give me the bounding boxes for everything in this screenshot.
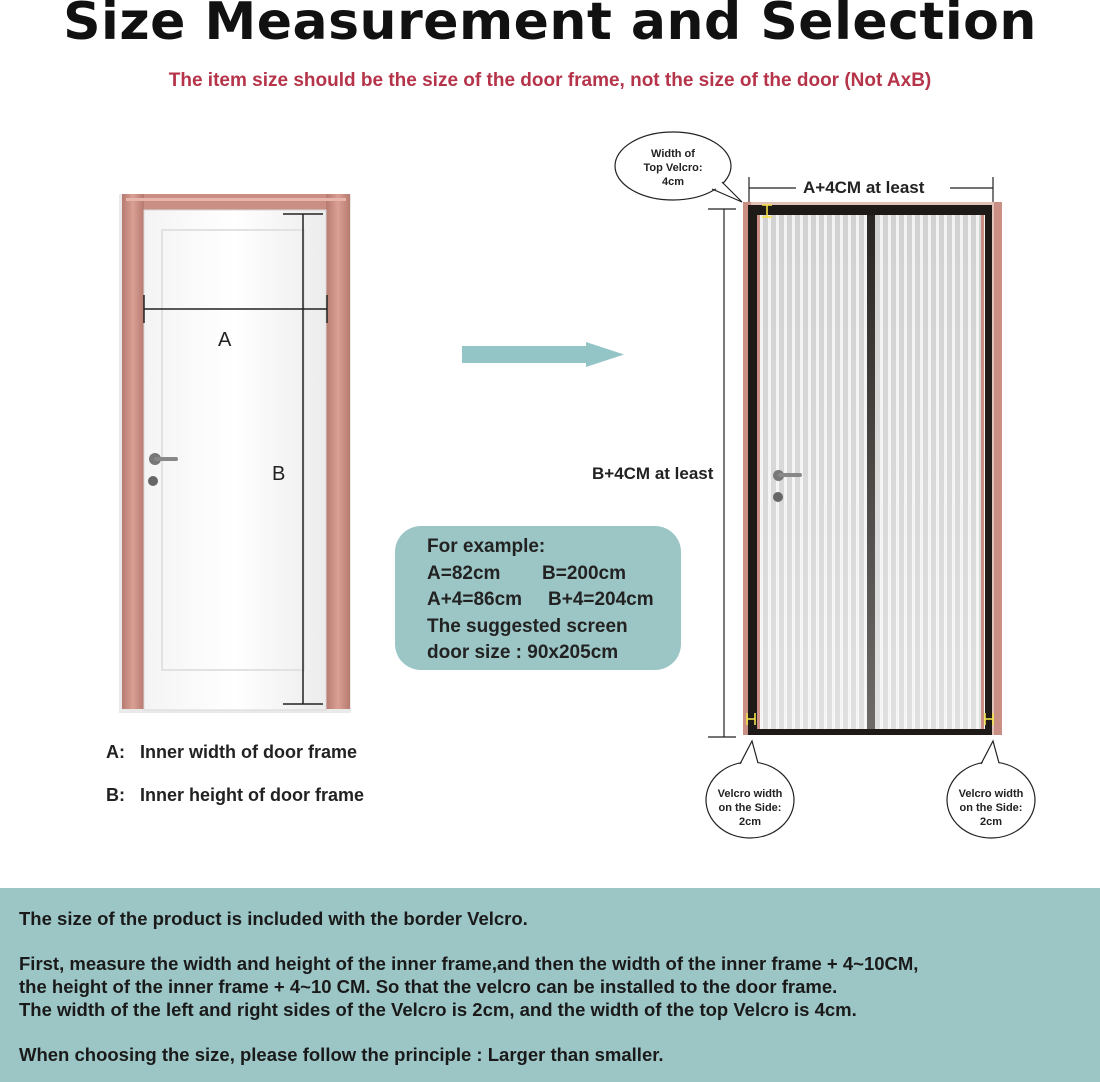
example-b-plus: B+4=204cm xyxy=(548,589,654,610)
instruction-measure-1: First, measure the width and height of the inner frame,and then the width of the inner frame + 4~10CM, xyxy=(19,953,919,974)
example-suggestion-2: door size : 90x205cm xyxy=(427,642,619,663)
example-a-value: A=82cm xyxy=(427,562,501,584)
example-heading: For example: xyxy=(427,536,546,557)
legend-item-a xyxy=(106,742,357,763)
top-velcro-bubble-text xyxy=(613,147,733,189)
legend-key-a: A: xyxy=(106,742,125,762)
legend-item-b xyxy=(106,785,364,806)
right-bubble-line-1: Velcro width xyxy=(958,788,1024,800)
door-frame-left xyxy=(122,194,144,709)
instruction-measure-2: the height of the inner frame + 4~10 CM. So that the velcro can be installed to the door frame. xyxy=(19,976,838,997)
height-requirement-label: B+4CM at least xyxy=(592,464,714,483)
example-a-plus: A+4=86cm xyxy=(427,589,523,610)
page-subtitle: The item size should be the size of the door frame, not the size of the door (Not AxB) xyxy=(168,70,932,91)
screen-door-illustration xyxy=(600,125,1050,845)
dimension-a-label: A xyxy=(218,329,232,351)
legend-text-b: Inner height of door frame xyxy=(140,785,365,805)
page-title: Size Measurement and Selection xyxy=(63,0,1037,52)
top-bubble-line-2: Top Velcro: xyxy=(643,162,703,174)
legend-text-a: Inner width of door frame xyxy=(140,742,358,762)
left-velcro-bubble-text xyxy=(705,787,795,829)
instruction-principle: When choosing the size, please follow the principle : Larger than smaller. xyxy=(19,1044,664,1065)
right-velcro-bubble-text xyxy=(946,787,1036,829)
door-frame-right xyxy=(326,194,350,709)
top-bubble-line-1: Width of xyxy=(651,148,695,160)
door-frame-top xyxy=(122,194,350,210)
instruction-velcro-included: The size of the product is included with the border Velcro. xyxy=(19,908,528,929)
left-bubble-line-2: on the Side: xyxy=(718,802,782,814)
instructions-panel xyxy=(0,888,1100,1082)
right-bubble-line-2: on the Side: xyxy=(959,802,1023,814)
dimension-b-label: B xyxy=(272,463,286,485)
right-bubble-line-3: 2cm xyxy=(979,816,1003,828)
left-bubble-line-3: 2cm xyxy=(738,816,762,828)
example-b-value: B=200cm xyxy=(542,562,626,584)
left-bubble-line-1: Velcro width xyxy=(717,788,783,800)
instruction-measure-3: The width of the left and right sides of the Velcro is 2cm, and the width of the top Velcro is 4cm. xyxy=(19,999,857,1020)
legend-key-b: B: xyxy=(106,785,125,805)
example-suggestion-1: The suggested screen xyxy=(427,615,628,637)
top-bubble-line-3: 4cm xyxy=(661,176,685,188)
door-illustration xyxy=(110,185,360,720)
width-requirement-label: A+4CM at least xyxy=(803,178,925,197)
